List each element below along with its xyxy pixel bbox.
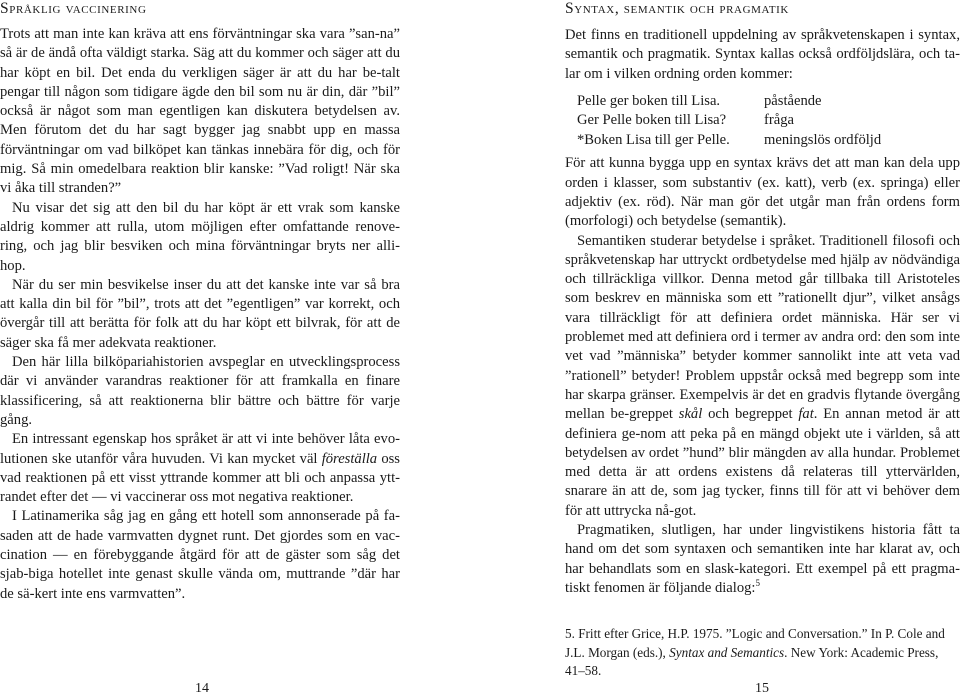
page-number: 14 (195, 681, 209, 696)
example-sentence: Ger Pelle boken till Lisa? (577, 112, 727, 129)
text-run: Semantiken studerar betydelse i språket. Traditionell filosofi och språkvetenskap har uttryckt ordbetydelse med hjälp av nödvändiga och tillräckliga villkor. Denna metod går tillbaka till Aristoteles som beskrev en människa som ett ”rationellt djur”, vilket ansågs vara tillräckligt för att definiera ordet människa. Här ser vi problemet med att definiera ord i termer av andra ord: den som inte vet vad ”människa” betyder kommer sannolikt inte att veta vad ”rationell” betyder! Problem uppstår också med begrepp som inte har skarpa gränser. Exempelvis är det en gradvis flytande övergång mellan be-greppet (565, 232, 960, 423)
left-page-body (0, 25, 400, 604)
body-paragraph: Den här lilla bilköpariahistorien avspeglar en utvecklingsprocess där vi använder varandras reaktioner för att framkalla en finare klassificering, så att reaktionerna blir bättre och bättre för varje gång. (0, 354, 400, 428)
syntax-examples (577, 92, 960, 151)
intro-paragraph: Det finns en traditionell uppdelning av språkvetenskapen i syntax, semantik och pragmatik. Syntax kallas också ordföljdslära, och ta-lar om i vilken ordning orden kommer: (565, 27, 960, 82)
example-row (577, 92, 960, 112)
example-label: meningslös ordföljd (764, 131, 882, 148)
text-run: Pragmatiken, slutligen, har under lingvistikens historia fått ta hand om det som syntaxen och semantiken inte har klarat av, och har behandlats som en slask-kategori. Ett exempel på ett pragma-tiskt fenomen är följande dialog: (565, 522, 960, 596)
left-page-heading: Språklig vaccinering (0, 0, 147, 17)
text-run: . New York: Academic Press, 41–58. (565, 644, 939, 678)
body-paragraph: Trots att man inte kan kräva att ens förväntningar ska vara ”san-na” så är de ändå ofta väldigt starka. Säg att du kommer och säger att du har köpt en bil. Det enda du verkligen säger är att du har be-talt pengar till någon som tidigare ägde den bil som nu är din, där ”bil” också är något som man egentligen kan diskutera betydelsen av. Men förutom det du har sagt bygger jag snabbt upp en massa förväntningar om vad bilköpet kan tänkas innebära för dig, och för mig. Så min omedelbara reaktion blir kanske: ”Vad roligt! När ska vi åka till stranden?” (0, 26, 400, 197)
example-row (577, 131, 960, 151)
example-sentence: Pelle ger boken till Lisa. (577, 92, 721, 109)
text-run: 5. Fritt efter Grice, H.P. 1975. ”Logic and Conversation.” In P. Cole and J.L. Morgan (eds.), (565, 626, 945, 660)
right-page-body (565, 26, 960, 598)
text-run: oss vad reaktionen på ett visst yttrande kommer att bli och anpassa ytt-randet efter det — vi vaccinerar oss mot negativa reaktioner. (0, 450, 400, 506)
emphasis-text: fat (798, 406, 814, 423)
footnote-reference: 5 (755, 577, 760, 588)
text-run: En intressant egenskap hos språket är att vi inte behöver låta evo-lutionen ske utanför våra huvuden. Vi kan mycket väl (0, 431, 400, 467)
example-label: påstående (764, 92, 822, 109)
body-paragraph (565, 232, 960, 521)
example-row (577, 111, 960, 131)
body-paragraph (565, 521, 960, 598)
page-number: 15 (755, 681, 769, 696)
example-label: fråga (764, 112, 794, 129)
emphasis-text: skål (678, 406, 703, 423)
text-run: . En annan metod är att definiera ge-nom att peka på en mängd objekt ute i världen, så att betydelsen av ordet ”hund” blir mängden av alla hundar. Problemet med detta är att ordens existens då relateras till yttervärlden, snarare än att de, som jag tycker, finns till för att vi behöver dem för att uttrycka nå-got. (565, 406, 960, 519)
example-sentence: *Boken Lisa till ger Pelle. (577, 131, 730, 148)
body-paragraph: För att kunna bygga upp en syntax krävs det att man kan dela upp orden i klasser, som substantiv (ex. katt), verb (ex. springa) eller adjektiv (ex. röd). När man gör det utgår man från ordens form (morfologi) och betydelse (semantik). (565, 155, 960, 230)
body-paragraph: I Latinamerika såg jag en gång ett hotell som annonserade på fa-saden att de hade varmvatten dygnet runt. Det gjordes som en vac-cination — en förebyggande åtgärd för att de gäster som såg det sjab-biga hotellet inte genast skulle vända om, muttrande ”där har de sä-kert inte ens varmvatten”. (0, 508, 400, 602)
emphasis-text: föreställa (321, 450, 378, 467)
right-page-heading: Syntax, semantik och pragmatik (565, 0, 789, 17)
text-run: och begreppet (708, 406, 793, 423)
body-paragraph: Nu visar det sig att den bil du har köpt är ett vrak som kanske aldrig kommer att rulla, utom möjligen efter omfattande renove-ring, och jag blir besviken och mina förväntningar bryts ner alli-hop. (0, 199, 400, 274)
footnote-title: Syntax and Semantics (669, 644, 785, 660)
body-paragraph (0, 430, 400, 507)
body-paragraph: När du ser min besvikelse inser du att det kanske inte var så bra att kalla din bil för ”bil”, trots att det ”egentligen” var korrekt, och övergår till att berätta för folk att du har köpt ett bilvrak, för att de säger ska få mer adekvata reaktioner. (0, 276, 400, 351)
footnote (565, 625, 960, 681)
